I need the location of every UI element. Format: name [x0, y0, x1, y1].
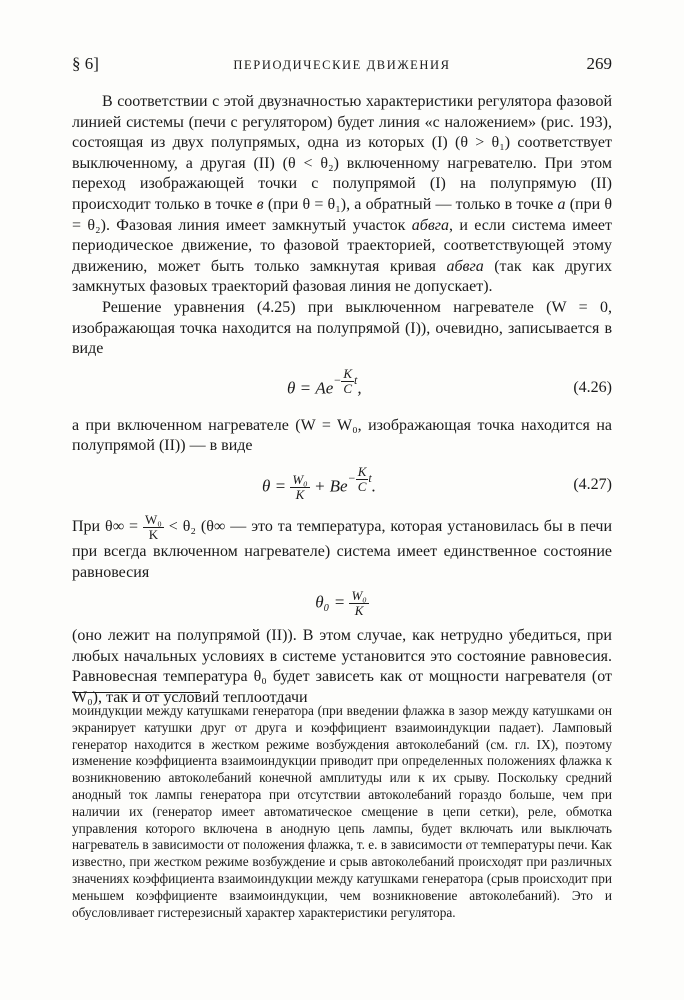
footnote-divider: [72, 692, 200, 693]
main-text: [72, 92, 612, 708]
running-header: [72, 54, 612, 80]
curve-label: абвга: [446, 257, 484, 275]
paragraph: При θ∞ = $\frac{\text{W₀}}{K}$ < θ₂ (θ∞ — это та температура, которая установилась бы в печи при всегда включенном нагревателе) система имеет единственное состояние равновесия: [72, 511, 613, 581]
equation-number: (4.27): [573, 475, 612, 493]
point-label: в: [256, 195, 264, 213]
footnote-text: моиндукции между катушками генератора (при введении флажка в зазор между катушками он экранирует катушки друг от друга и коэффициент взаимоиндукции падает). Ламповый генератор находится в жестком режиме возбуждения автоколебаний (см. гл. IX), поэтому изменение коэффициента взаимоиндукции приводит при определенных положениях флажка к возникновению автоколебаний конечной амплитуды или к их срыву. Поскольку средний анодный ток лампы генератора при отсутствии автоколебаний гораздо больше, чем при наличии их (генератор имеет автоматическое смещение в цепи сетки), реле, обмотка управления которого включена в анодную цепь лампы, будет включать или выключать нагреватель в зависимости от положения флажка, т. е. в зависимости от температуры печи. Как известно, при жестком режиме возбуждение и срыв автоколебаний происходят при различных значениях коэффициента взаимоиндукции между катушками генератора (срыв происходит при меньшем коэффициенте взаимоиндукции, чем возникновение автоколебаний). Это и обусловливает гистерезисный характер характеристики регулятора.: [72, 703, 612, 920]
equation-4-26: $\theta = Ae^{- \frac{K}{C} t}$, (4.26): [287, 365, 612, 397]
curve-label: абвга: [411, 216, 449, 234]
page-number: 269: [586, 54, 612, 73]
equilibrium-formula: θ₀ = $\frac{\text{W₀}}{K}$: [315, 588, 367, 619]
point-label: а: [557, 195, 566, 213]
fraction: $\frac{\text{W₀}}{K}$: [145, 511, 162, 542]
paragraph: В соответствии с этой двузначностью характеристики регулятора фазовой линией системы (печи с регулятором) будет линия «с наложением» (рис. 193), состоящая из двух полупрямых, одна из которых (I) (θ > θ₁) соответствует выключенному, а другая (II) (θ < θ₂) включенному нагревателю. При этом переход изображающей точки с полупрямой (I) на полупрямую (II) происходит только в точке в (при θ = θ₁), а обратный — только в точке а (при θ = θ₂). Фазовая линия имеет замкнутый участок абвга, и если система имеет периодическое движение, то фазовой траекторией, соответствующей этому движению, может быть только замкнутая кривая абвга (так как других замкнутых фазовых траекторий фазовая линия не допускает).: [72, 93, 613, 296]
exponent-fraction: $\frac{K}{C}$: [357, 464, 367, 495]
equation-4-27: θ = $\frac{\text{W₀}}{K}$ + $Be^{- \frac{K}{C} t}$. (4.27): [262, 464, 612, 502]
paragraph: Решение уравнения (4.25) при выключенном нагревателе (W = 0, изображающая точка находится на полупрямой (I)), очевидно, записывается в виде: [72, 298, 612, 358]
chapter-title: ПЕРИОДИЧЕСКИЕ ДВИЖЕНИЯ: [233, 58, 451, 72]
footnote: [72, 703, 612, 921]
section-number: § 6]: [72, 54, 99, 73]
fraction: $\frac{\text{W₀}}{K}$: [351, 588, 367, 619]
paragraph: (оно лежит на полупрямой (II)). В этом случае, как нетрудно убедиться, при любых начальных условиях в системе установится это состояние равновесия. Равновесная температура θ₀ будет зависеть как от мощности нагревателя (от W₀), так и от условий теплоотдачи: [72, 627, 612, 706]
paragraph: а при включенном нагревателе (W = W₀, изображающая точка находится на полупрямой (II)) — в виде: [72, 416, 612, 455]
exponent-fraction: $\frac{K}{C}$: [343, 365, 353, 396]
fraction: $\frac{\text{W₀}}{K}$: [292, 471, 308, 502]
equation-number: (4.26): [573, 378, 612, 396]
